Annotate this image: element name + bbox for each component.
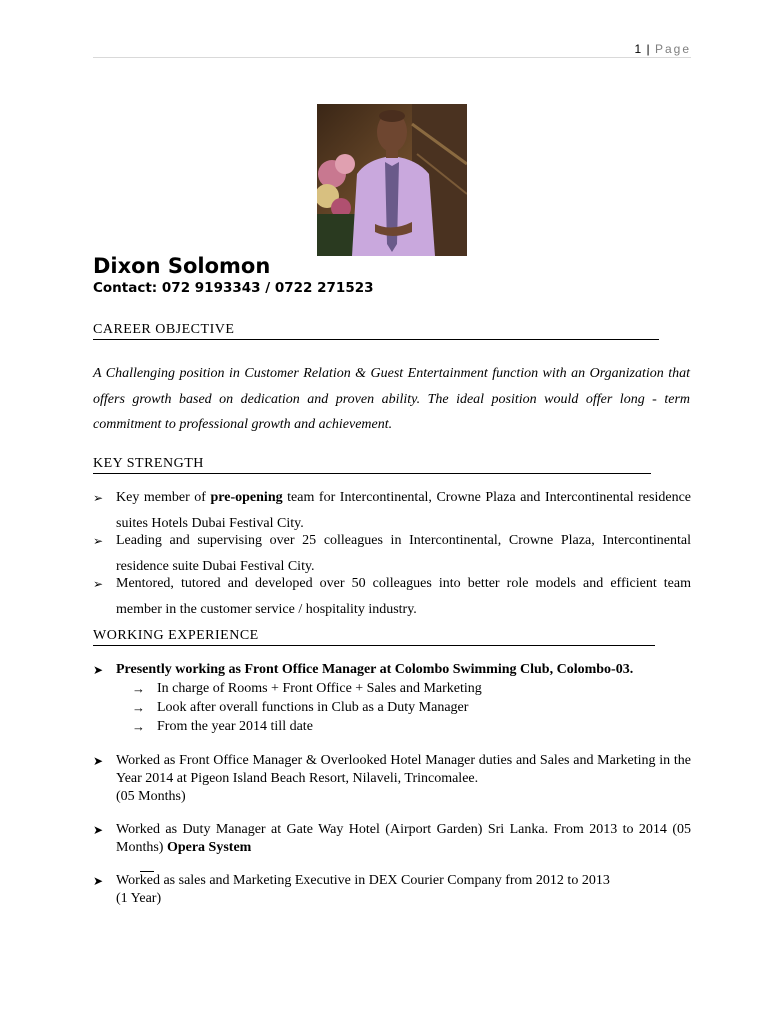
list-item: ➢ Leading and supervising over 25 colleagues in Intercontinental, Crowne Plaza, Intercontinental residence suite Dubai Festival City. [93,528,691,580]
career-objective-text: A Challenging position in Customer Relation & Guest Entertainment function with an Organization that offers growth based on dedication and proven ability. The ideal position would offer long - term commitment to professional growth and achievement. [93,366,690,432]
list-item: → Look after overall functions in Club as a Duty Manager [132,700,469,715]
arrow-bullet-icon: ➢ [93,577,104,591]
arrow-bullet-icon: ➤ [93,874,104,888]
list-item: → In charge of Rooms + Front Office + Sales and Marketing [132,681,482,696]
list-item: ➤ Worked as sales and Marketing Executive in DEX Courier Company from 2012 to 2013 (1 Year) [93,873,610,906]
key-strength-list [93,485,691,623]
arrow-bullet-icon: ➢ [93,534,104,548]
candidate-name: Dixon Solomon [93,254,271,278]
right-arrow-icon: → [132,719,145,734]
contact-info: Contact: 072 9193343 / 0722 271523 [93,280,374,296]
key-strength-heading: KEY STRENGTH [93,456,651,474]
page-header [93,40,691,58]
working-experience-heading: WORKING EXPERIENCE [93,628,655,646]
list-item: ➤ Worked as Duty Manager at Gate Way Hotel (Airport Garden) Sri Lanka. From 2013 to 2014 (05 Months) Opera System [93,822,691,855]
arrow-bullet-icon: ➤ [93,823,104,837]
right-arrow-icon: → [132,700,145,715]
page-number-label: 1 | Page [634,42,691,56]
list-item: ➤ Presently working as Front Office Manager at Colombo Swimming Club, Colombo-03. → In charge of Rooms + Front Office + Sales and Marketing → Look after overall functions in Club as a Duty Manager → From the year 2014 till date [93,661,691,736]
career-objective-heading: CAREER OBJECTIVE [93,322,659,340]
current-duties-list [116,679,691,736]
arrow-bullet-icon: ➤ [93,754,104,768]
profile-photo [317,104,467,256]
arrow-bullet-icon: ➤ [93,663,104,677]
list-item: → From the year 2014 till date [132,719,313,734]
list-item: ➢ Key member of pre-opening team for Intercontinental, Crowne Plaza and Intercontinental residence suites Hotels Dubai Festival City. [93,485,691,537]
working-experience-list [93,661,691,908]
underline-mark [140,871,154,872]
list-item: ➤ Worked as Front Office Manager & Overlooked Hotel Manager duties and Sales and Marketing in the Year 2014 at Pigeon Island Beach Resort, Nilaveli, Trincomalee. (05 Months) [93,753,691,804]
right-arrow-icon: → [132,681,145,696]
arrow-bullet-icon: ➢ [93,491,104,505]
list-item: ➢ Mentored, tutored and developed over 50 colleagues into better role models and efficient team member in the customer service / hospitality industry. [93,571,691,623]
